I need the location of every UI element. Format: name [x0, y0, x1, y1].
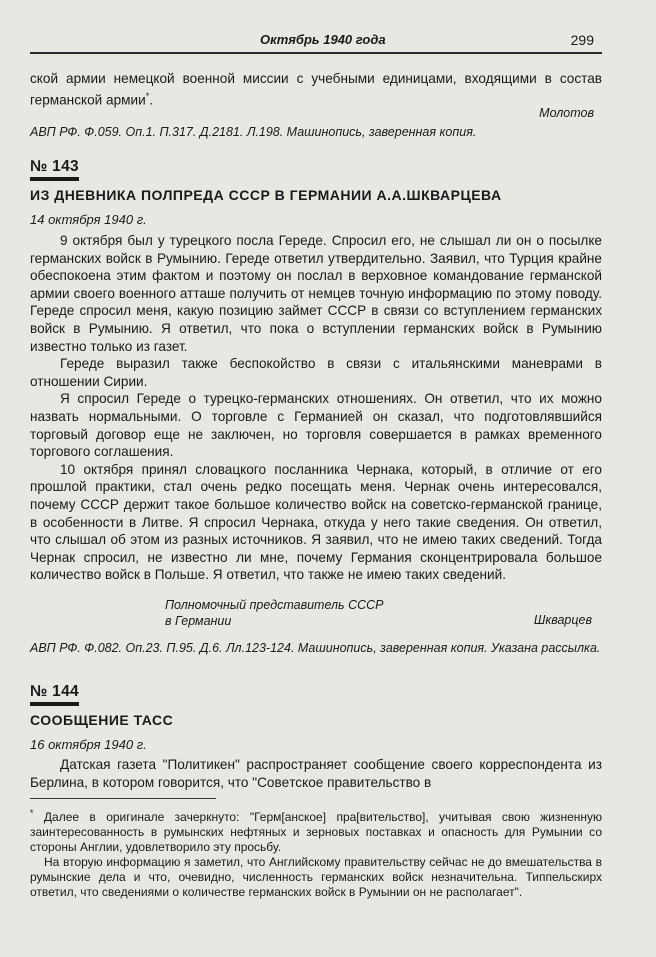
footnote-1: * Далее в оригинале зачеркнуто: "Герм[анское] пра[вительство], учитывая свою жизненную заинтересованность в румынских нефтяных и зерновых поставках и опасность для Румынии со стороны Англии, удовлетворило эту просьбу.	[30, 808, 602, 854]
doc-143-source-note: АВП РФ. Ф.082. Оп.23. П.95. Д.6. Лл.123-124. Машинопись, заверенная копия. Указана рассылка.	[30, 641, 601, 655]
doc-144-body	[30, 756, 602, 791]
footnote-mark: *	[30, 808, 34, 818]
running-header	[30, 30, 602, 54]
doc-144-number-block	[30, 683, 602, 706]
doc-143-paragraph-2: Гереде выразил также беспокойство в связи с итальянскими маневрами в отношении Сирии.	[30, 356, 602, 389]
doc-143-number-block	[30, 158, 602, 181]
doc-143-signer-name: Шкварцев	[533, 613, 592, 627]
doc-143-signature-block	[30, 597, 602, 637]
doc-143-source-block	[30, 640, 602, 656]
doc-143-title-block	[30, 187, 602, 203]
doc-143-signer-position: Полномочный представитель СССР в Германии	[165, 598, 384, 628]
doc-144-paragraph-1: Датская газета "Политикен" распространяет сообщение своего корреспондента из Берлина, в котором говорится, что "Совeтское правительство в	[30, 757, 602, 790]
footnote-separator	[30, 798, 216, 799]
doc-144-date: 16 октября 1940 г.	[30, 737, 147, 752]
previous-signature-block	[30, 106, 602, 120]
previous-document-ending	[30, 70, 602, 109]
previous-signature: Молотов	[539, 106, 594, 120]
previous-source-note: АВП РФ. Ф.059. Оп.1. П.317. Д.2181. Л.198. Машинопись, заверенная копия.	[30, 125, 477, 139]
doc-144-date-block	[30, 737, 602, 752]
footnote-mark: *	[145, 90, 150, 101]
footnote-1-continuation: На вторую информацию я заметил, что Английскому правительству сейчас не до вмешательства в румынские дела и что, очевидно, численность германских войск незначительна. Типпельскирх ответил, что сведениями о количестве германских войск в Румынии он не располагает".	[30, 855, 602, 899]
footnotes	[30, 806, 602, 900]
doc-144-title-block	[30, 712, 602, 728]
doc-143-paragraph-3: Я спросил Гереде о турецко-германских отношениях. Он ответил, что их можно назвать нормальными. О торговле с Германией он сказал, что подготовлявшийся торговый договор еще не заключен, но торговля совершается в рамках временного торгового соглашения.	[30, 391, 602, 460]
doc-143-paragraph-1: 9 октября был у турецкого посла Гереде. Спросил его, не слышал ли он о посылке германских войск в Румынию. Гереде ответил утвердительно. Заявил, что Турция крайне обеспокоена этим фактом и поэтому он послал в верховное командование германской армии своего военного атташе получить от немцев точную информацию по этому поводу. Гереде спросил меня, какую позицию займет СССР в связи со вступлением германских войск в Румынию. Я ответил, что пока о вступлении германских войск в Румынию известно только из газет.	[30, 233, 602, 354]
page-number: 299	[570, 32, 594, 48]
doc-143-date-block	[30, 212, 602, 227]
doc-144-title: СООБЩЕНИЕ ТАСС	[30, 712, 174, 728]
doc-143-date: 14 октября 1940 г.	[30, 212, 147, 227]
doc-144-number: № 144	[30, 683, 79, 706]
doc-143-body	[30, 232, 602, 584]
previous-source-block	[30, 124, 602, 140]
continuation-paragraph: ской армии немецкой военной миссии с учебными единицами, входящими в состав германской армии*.	[30, 71, 602, 108]
doc-143-title: ИЗ ДНЕВНИКА ПОЛПРЕДА СССР В ГЕРМАНИИ А.А.ШКВАРЦЕВА	[30, 187, 502, 203]
doc-143-paragraph-4: 10 октября принял словацкого посланника Чернака, который, в отличие от его прошлой практики, стал очень редко посещать меня. Чернак очень интересовался, почему СССР держит такое большое количество войск на советско-германской границе, в особенности в Литве. Я спросил Чернака, откуда у него такие сведения. Он ответил, что слышал об этом из разных источников. Я заявил, что не имею таких сведений. Тогда Чернак спросил, не известно ли мне, почему Германия сконцентрировала большое количество войск в Польше. Я ответил, что также не имею таких сведений.	[30, 461, 602, 583]
doc-143-number: № 143	[30, 158, 79, 181]
running-title: Октябрь 1940 года	[260, 32, 386, 47]
